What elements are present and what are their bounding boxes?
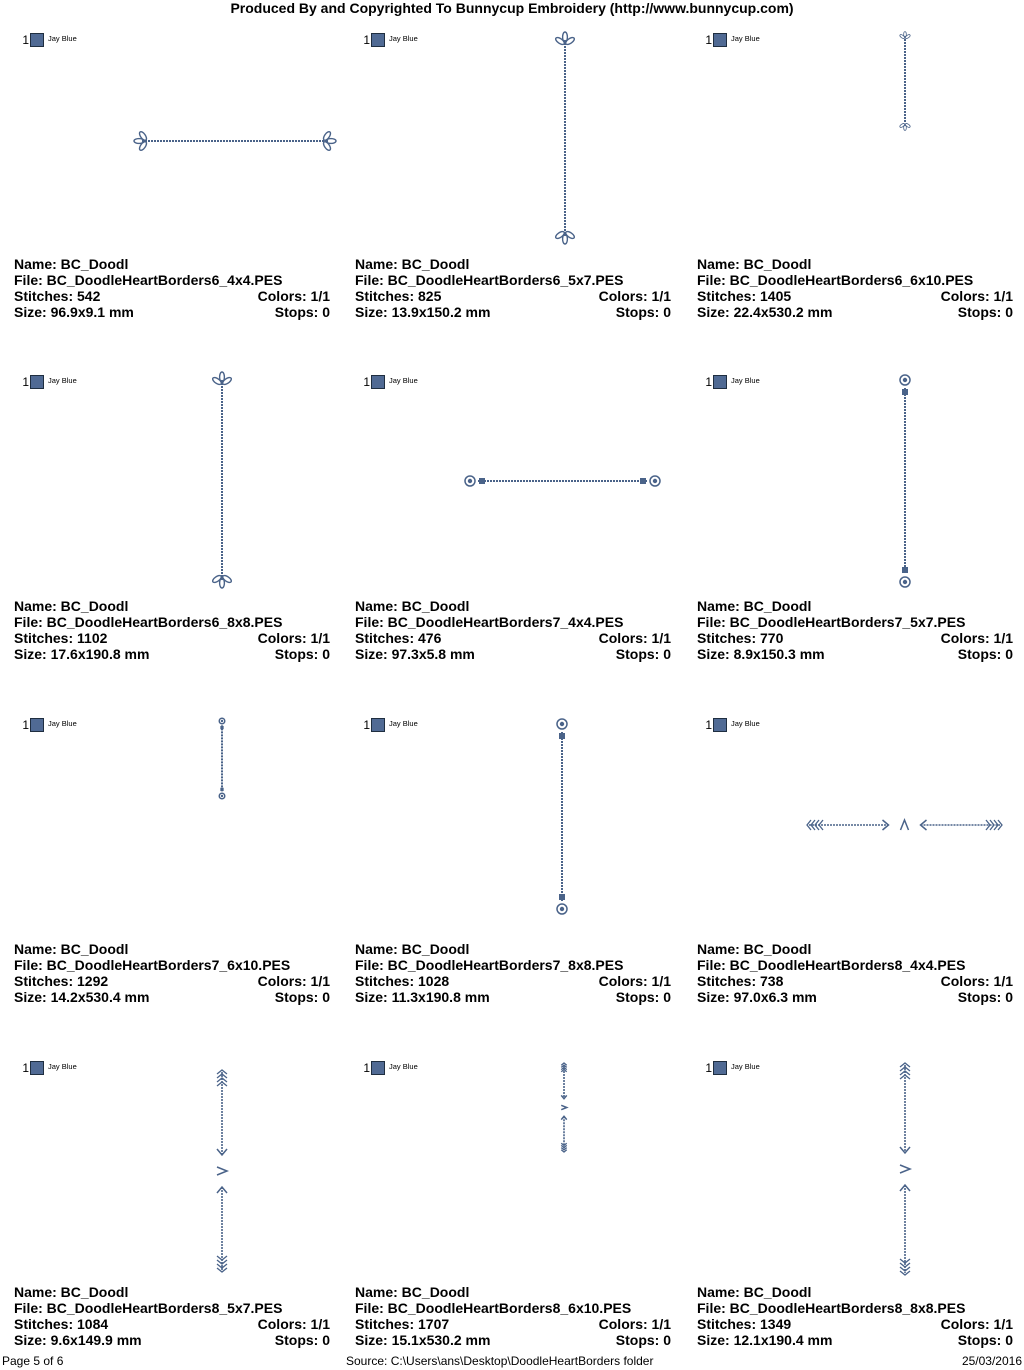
design-size: Size: 9.6x149.9 mm	[14, 1332, 142, 1348]
design-colors: Colors: 1/1	[257, 1316, 330, 1332]
design-file: File: BC_DoodleHeartBorders8_4x4.PES	[697, 957, 966, 973]
design-stitches: Stitches: 476	[355, 630, 442, 646]
design-colors: Colors: 1/1	[598, 973, 671, 989]
design-size: Size: 13.9x150.2 mm	[355, 304, 491, 320]
design-preview	[355, 372, 671, 597]
design-name: Name: BC_Doodl	[355, 256, 470, 272]
design-stops: Stops: 0	[274, 646, 330, 662]
design-card	[14, 30, 330, 330]
thread-name: Jay Blue	[389, 376, 418, 385]
design-card	[355, 715, 671, 1015]
thread-number: 1	[705, 718, 712, 732]
design-name: Name: BC_Doodl	[14, 598, 129, 614]
design-stops: Stops: 0	[274, 304, 330, 320]
design-card	[14, 372, 330, 672]
design-info	[14, 598, 330, 662]
design-card	[355, 30, 671, 330]
design-name: Name: BC_Doodl	[697, 598, 812, 614]
page-number: Page 5 of 6	[2, 1354, 64, 1368]
embroidery-motif	[134, 131, 336, 152]
design-preview	[355, 1058, 671, 1283]
thread-name: Jay Blue	[731, 1062, 760, 1071]
design-file: File: BC_DoodleHeartBorders7_6x10.PES	[14, 957, 291, 973]
design-size: Size: 11.3x190.8 mm	[355, 989, 490, 1005]
thread-number: 1	[705, 375, 712, 389]
thread-number: 1	[363, 718, 370, 732]
design-card	[14, 1058, 330, 1358]
design-size: Size: 22.4x530.2 mm	[697, 304, 833, 320]
design-card	[355, 372, 671, 672]
design-size: Size: 97.0x6.3 mm	[697, 989, 817, 1005]
thread-number: 1	[22, 33, 29, 47]
design-name: Name: BC_Doodl	[697, 941, 812, 957]
design-colors: Colors: 1/1	[257, 630, 330, 646]
design-size: Size: 97.3x5.8 mm	[355, 646, 475, 662]
design-size: Size: 96.9x9.1 mm	[14, 304, 134, 320]
embroidery-motif	[465, 476, 660, 486]
design-info	[14, 941, 330, 1005]
embroidery-motif	[217, 1070, 227, 1272]
design-stitches: Stitches: 738	[697, 973, 784, 989]
thread-name: Jay Blue	[389, 719, 418, 728]
design-preview	[355, 715, 671, 940]
design-size: Size: 17.6x190.8 mm	[14, 646, 150, 662]
design-info	[697, 941, 1013, 1005]
embroidery-motif	[900, 375, 910, 587]
design-stitches: Stitches: 1405	[697, 288, 792, 304]
design-colors: Colors: 1/1	[598, 1316, 671, 1332]
embroidery-motif	[212, 372, 233, 588]
design-file: File: BC_DoodleHeartBorders6_8x8.PES	[14, 614, 283, 630]
design-stitches: Stitches: 1292	[14, 973, 109, 989]
embroidery-motif	[561, 1063, 567, 1152]
design-file: File: BC_DoodleHeartBorders8_5x7.PES	[14, 1300, 283, 1316]
design-name: Name: BC_Doodl	[14, 1284, 129, 1300]
thread-number: 1	[22, 375, 29, 389]
design-stops: Stops: 0	[274, 1332, 330, 1348]
thread-name: Jay Blue	[48, 34, 77, 43]
design-card	[14, 715, 330, 1015]
print-date: 25/03/2016	[961, 1354, 1022, 1368]
embroidery-motif	[900, 1063, 910, 1275]
design-size: Size: 8.9x150.3 mm	[697, 646, 825, 662]
design-stops: Stops: 0	[615, 1332, 671, 1348]
design-stitches: Stitches: 542	[14, 288, 101, 304]
design-stitches: Stitches: 1707	[355, 1316, 450, 1332]
design-file: File: BC_DoodleHeartBorders7_8x8.PES	[355, 957, 624, 973]
design-info	[355, 598, 671, 662]
thread-number: 1	[705, 1061, 712, 1075]
design-preview	[14, 30, 330, 255]
design-name: Name: BC_Doodl	[697, 1284, 812, 1300]
design-card	[697, 1058, 1013, 1358]
design-preview	[697, 30, 1013, 255]
design-card	[697, 715, 1013, 1015]
design-info	[355, 941, 671, 1005]
design-file: File: BC_DoodleHeartBorders8_6x10.PES	[355, 1300, 632, 1316]
design-preview	[355, 30, 671, 255]
design-card	[697, 372, 1013, 672]
embroidery-motif	[219, 718, 225, 799]
thread-name: Jay Blue	[48, 719, 77, 728]
design-colors: Colors: 1/1	[257, 288, 330, 304]
design-file: File: BC_DoodleHeartBorders6_4x4.PES	[14, 272, 283, 288]
design-info	[355, 1284, 671, 1348]
design-colors: Colors: 1/1	[940, 1316, 1013, 1332]
design-colors: Colors: 1/1	[257, 973, 330, 989]
design-stitches: Stitches: 825	[355, 288, 442, 304]
thread-name: Jay Blue	[731, 34, 760, 43]
design-preview	[14, 715, 330, 940]
design-info	[697, 598, 1013, 662]
design-stitches: Stitches: 1102	[14, 630, 108, 646]
design-card	[697, 30, 1013, 330]
design-preview	[14, 1058, 330, 1283]
design-name: Name: BC_Doodl	[14, 256, 129, 272]
design-card	[355, 1058, 671, 1358]
embroidery-motif	[555, 32, 576, 244]
design-file: File: BC_DoodleHeartBorders6_5x7.PES	[355, 272, 624, 288]
page-footer	[0, 1353, 1024, 1370]
design-colors: Colors: 1/1	[598, 288, 671, 304]
source-path: Source: C:\Users\ans\Desktop\DoodleHeartBorders folder	[346, 1354, 654, 1368]
design-stops: Stops: 0	[615, 646, 671, 662]
design-name: Name: BC_Doodl	[355, 598, 470, 614]
design-file: File: BC_DoodleHeartBorders7_4x4.PES	[355, 614, 624, 630]
design-info	[355, 256, 671, 320]
design-stops: Stops: 0	[957, 1332, 1013, 1348]
thread-number: 1	[22, 718, 29, 732]
design-stitches: Stitches: 1084	[14, 1316, 109, 1332]
thread-number: 1	[363, 33, 370, 47]
thread-number: 1	[705, 33, 712, 47]
design-colors: Colors: 1/1	[598, 630, 671, 646]
thread-name: Jay Blue	[731, 376, 760, 385]
design-colors: Colors: 1/1	[940, 630, 1013, 646]
thread-name: Jay Blue	[48, 376, 77, 385]
embroidery-motif	[899, 32, 911, 131]
design-stops: Stops: 0	[957, 646, 1013, 662]
design-stitches: Stitches: 1028	[355, 973, 450, 989]
design-stitches: Stitches: 770	[697, 630, 784, 646]
design-preview	[697, 1058, 1013, 1283]
design-info	[14, 256, 330, 320]
design-name: Name: BC_Doodl	[697, 256, 812, 272]
design-name: Name: BC_Doodl	[355, 941, 470, 957]
design-file: File: BC_DoodleHeartBorders7_5x7.PES	[697, 614, 966, 630]
design-name: Name: BC_Doodl	[14, 941, 129, 957]
thread-name: Jay Blue	[48, 1062, 77, 1071]
design-colors: Colors: 1/1	[940, 288, 1013, 304]
page-title: Produced By and Copyrighted To Bunnycup Embroidery (http://www.bunnycup.com)	[230, 0, 794, 16]
design-size: Size: 12.1x190.4 mm	[697, 1332, 833, 1348]
design-stops: Stops: 0	[957, 989, 1013, 1005]
embroidery-motif	[557, 719, 567, 914]
design-info	[697, 256, 1013, 320]
design-preview	[14, 372, 330, 597]
design-file: File: BC_DoodleHeartBorders6_6x10.PES	[697, 272, 974, 288]
design-stitches: Stitches: 1349	[697, 1316, 792, 1332]
design-info	[14, 1284, 330, 1348]
design-stops: Stops: 0	[615, 304, 671, 320]
design-name: Name: BC_Doodl	[355, 1284, 470, 1300]
design-file: File: BC_DoodleHeartBorders8_8x8.PES	[697, 1300, 966, 1316]
design-stops: Stops: 0	[274, 989, 330, 1005]
thread-number: 1	[363, 1061, 370, 1075]
design-preview	[697, 715, 1013, 940]
design-size: Size: 15.1x530.2 mm	[355, 1332, 491, 1348]
design-info	[697, 1284, 1013, 1348]
embroidery-motif	[807, 820, 1002, 830]
thread-name: Jay Blue	[731, 719, 760, 728]
design-colors: Colors: 1/1	[940, 973, 1013, 989]
thread-number: 1	[22, 1061, 29, 1075]
design-stops: Stops: 0	[615, 989, 671, 1005]
thread-name: Jay Blue	[389, 1062, 418, 1071]
design-preview	[697, 372, 1013, 597]
design-size: Size: 14.2x530.4 mm	[14, 989, 150, 1005]
thread-number: 1	[363, 375, 370, 389]
thread-name: Jay Blue	[389, 34, 418, 43]
design-stops: Stops: 0	[957, 304, 1013, 320]
